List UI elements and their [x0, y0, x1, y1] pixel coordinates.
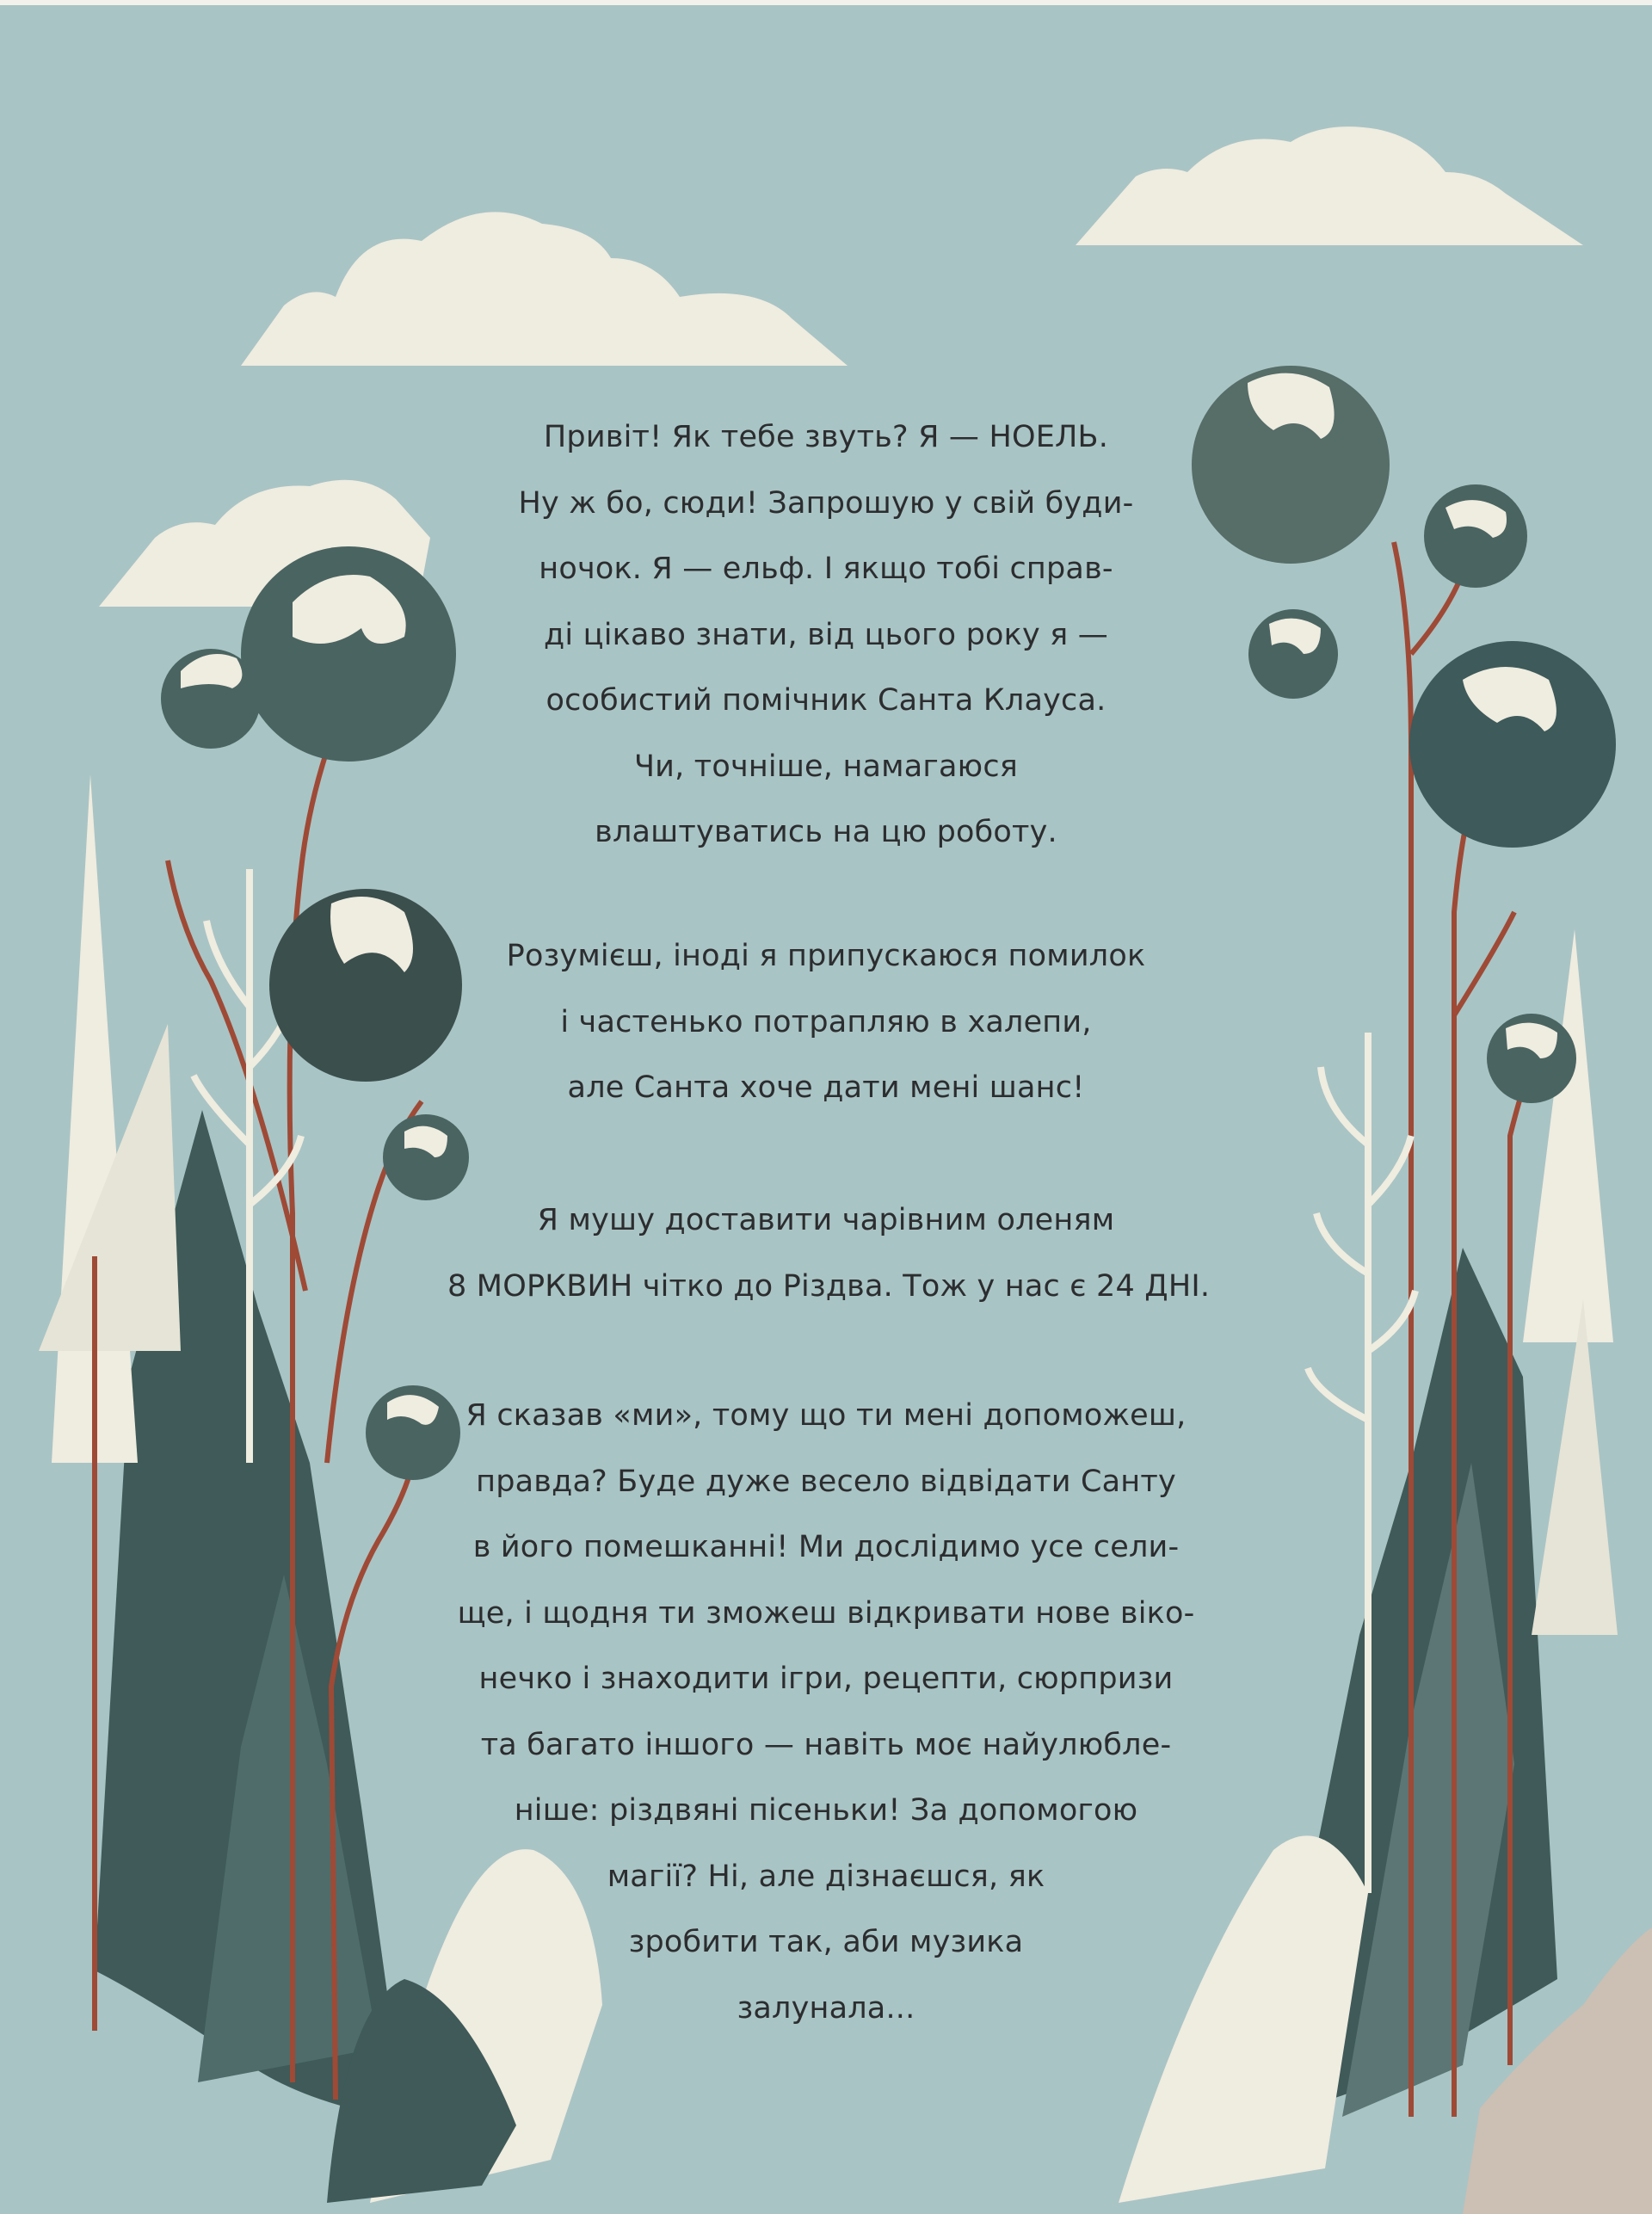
text-line: залунала... — [737, 1990, 915, 2026]
text-line: Я сказав «ми», тому що ти мені допоможеш, — [465, 1398, 1187, 1433]
text-line: Чи, точніше, намагаюся — [633, 749, 1019, 784]
text-line: але Санта хоче дати мені шанс! — [567, 1070, 1085, 1105]
tree-icon — [1424, 484, 1527, 588]
pine-icon — [1532, 1299, 1618, 1635]
tree-icon — [1487, 1014, 1576, 1103]
text-line: та багато іншого — навіть моє найулюбле- — [480, 1727, 1172, 1762]
text-line: особистий помічник Санта Клауса. — [546, 683, 1106, 718]
tree-icon — [241, 546, 456, 762]
text-line: правда? Буде дуже весело відвідати Санту — [476, 1464, 1176, 1499]
text-line: Ну ж бо, сюди! Запрошую у свій буди- — [518, 485, 1134, 521]
tree-icon — [1248, 609, 1338, 699]
pine-icon — [1523, 929, 1613, 1342]
tree-icon — [269, 889, 462, 1082]
text-line: нечко і знаходити ігри, рецепти, сюрпризи — [478, 1662, 1174, 1696]
stanza-4 — [447, 1383, 1205, 2041]
text-line: влаштуватись на цю роботу. — [595, 815, 1057, 849]
stanza-2 — [447, 923, 1205, 1121]
cloud-icon — [1076, 126, 1583, 245]
text-line: ночок. Я — ельф. І якщо тобі справ- — [539, 552, 1113, 586]
text-line: 8 МОРКВИН чітко до Різдва. Тож у нас є 24 ДНІ. — [447, 1268, 1211, 1304]
tree-icon — [366, 1385, 460, 1480]
text-line: Я мушу доставити чарівним оленям — [537, 1203, 1115, 1237]
text-line: Розумієш, іноді я припускаюся помилок — [506, 939, 1146, 973]
tree-icon — [1192, 366, 1390, 564]
text-line: зробити так, аби музика — [628, 1925, 1024, 1959]
text-line: і частенько потрапляю в халепи, — [560, 1004, 1092, 1039]
text-line: магії? Ні, але дізнаєшся, як — [607, 1859, 1045, 1894]
text-line: ніше: різдвяні пісеньки! За допомогою — [514, 1793, 1138, 1828]
stanza-1 — [447, 404, 1205, 866]
cloud-icon — [241, 212, 848, 366]
tree-icon — [161, 649, 261, 749]
text-line: ді цікаво знати, від цього року я — — [544, 617, 1108, 652]
text-line: в його помешканні! Ми дослідимо усе сели- — [472, 1530, 1180, 1564]
text-line: ще, і щодня ти зможеш відкривати нове віко- — [457, 1595, 1195, 1631]
branch — [1454, 912, 1514, 1015]
stanza-3 — [447, 1187, 1211, 1319]
text-line: Привіт! Як тебе звуть? Я — НОЕЛЬ. — [543, 420, 1109, 454]
tree-icon — [1409, 641, 1616, 848]
